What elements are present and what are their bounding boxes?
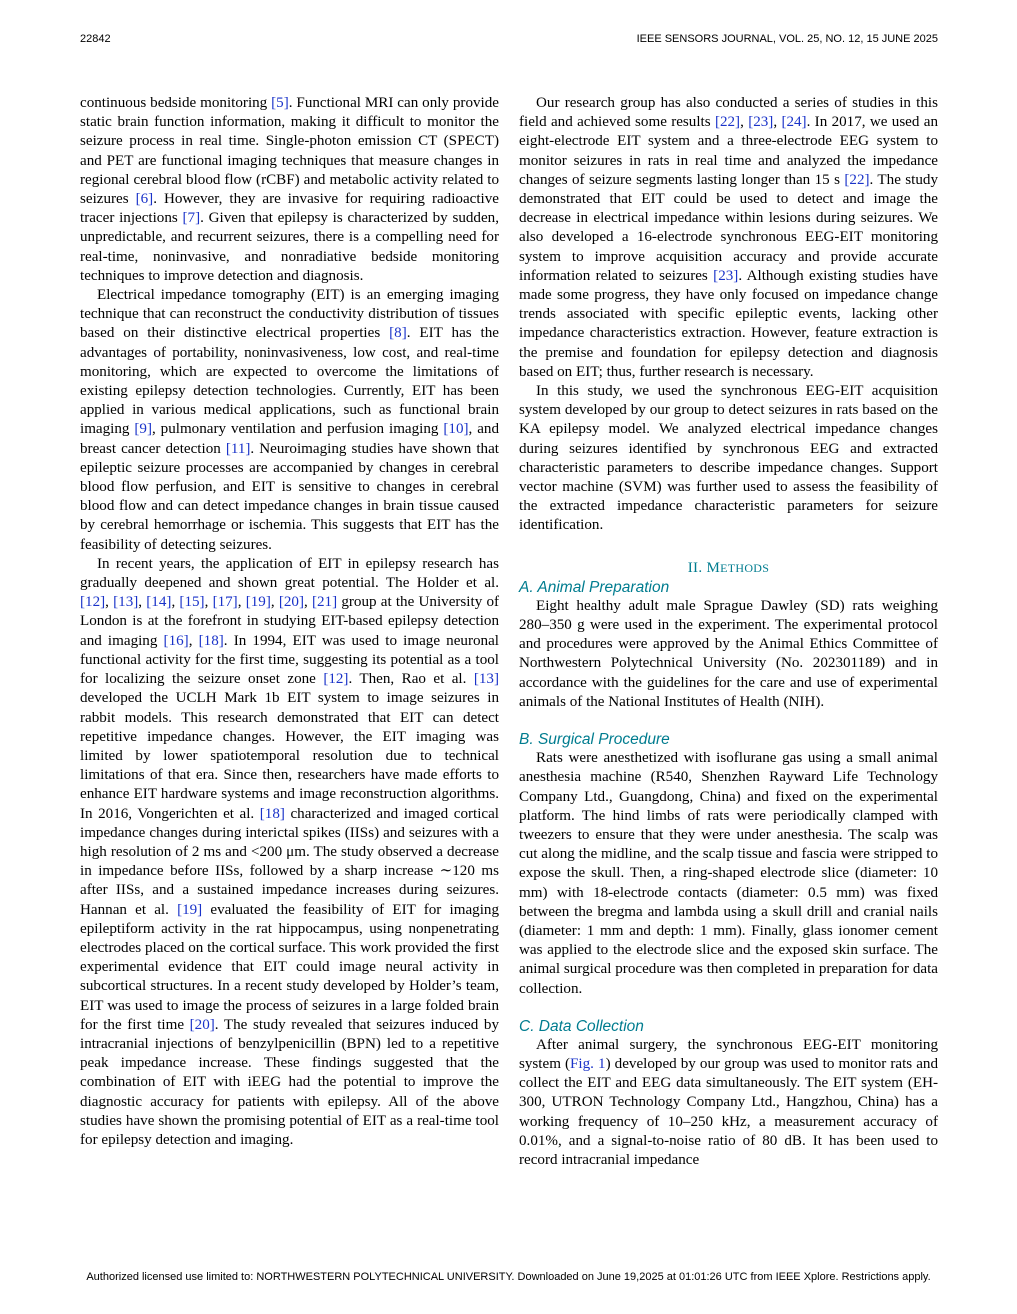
- citation-link[interactable]: [8]: [389, 325, 407, 342]
- left-column: [80, 94, 499, 1150]
- paragraph-group-studies: Our research group has also conducted a series of studies in this field and achieved some results [22], [23], [24]. In 2017, we used an eight-electrode EIT system and a three-electrode EEG system to monitor seizures in rats in real time and analyzed the impedance changes of seizure segments lasting longer than 15 s [22]. The study demonstrated that EIT could be used to detect and image the decrease in electrical impedance within lesions during seizures. We also developed a 16-electrode synchronous EEG-EIT monitoring system to improve acquisition accuracy and provide accurate information related to seizures [23]. Although existing studies have made some progress, they have only focused on impedance change trends associated with specific epileptic events, lacking other impedance characteristics extraction. However, feature extraction is the premise and foundation for epilepsy detection and diagnosis based on EIT; thus, further research is necessary.: [519, 95, 938, 380]
- citation-link[interactable]: [6]: [135, 191, 154, 208]
- citation-link[interactable]: [10]: [443, 421, 469, 438]
- subsection-title-animal-preparation: A. Animal Preparation: [519, 578, 670, 596]
- citation-link[interactable]: [12]: [323, 671, 349, 688]
- citation-link[interactable]: [11]: [225, 440, 251, 457]
- citation-link[interactable]: [22]: [844, 171, 870, 188]
- citation-link[interactable]: [21]: [311, 594, 338, 611]
- citation-link[interactable]: [16]: [163, 632, 189, 649]
- citation-link[interactable]: [7]: [182, 210, 201, 227]
- citation-link[interactable]: [19]: [177, 901, 203, 918]
- paragraph-eit-intro: Electrical impedance tomography (EIT) is an emerging imaging technique that can reconstruct the conductivity distribution of tissues based on their distinctive electrical properties [8]. EIT has the advantages of portability, noninvasiveness, low cost, and real-time monitoring, which are expected to overcome the limitations of existing epilepsy detection technologies. Currently, EIT has been applied in various medical applications, such as functional brain imaging [9], pulmonary ventilation and perfusion imaging [10], and breast cancer detection [11]. Neuroimaging studies have shown that epileptic seizure processes are accompanied by changes in cerebral blood flow perfusion, and EIT is sensitive to changes in cerebral blood flow and can detect impedance changes in brain tissue caused by cerebral hemorrhage or ischemia. This suggests that EIT has the feasibility of detecting seizures.: [80, 287, 499, 553]
- citation-link[interactable]: [15]: [179, 594, 205, 611]
- citation-link[interactable]: [20]: [278, 594, 304, 611]
- running-head: [80, 33, 938, 47]
- citation-link[interactable]: [18]: [259, 805, 285, 822]
- paragraph-data-collection: After animal surgery, the synchronous EEG-EIT monitoring system (Fig. 1) developed by our group was used to monitor rats and collect the EIT and EEG data simultaneously. The EIT system (EH-300, UTRON Technology Company Ltd., Hangzhou, China) has a working frequency of 10–250 kHz, a measurement accuracy of 0.01%, and a signal-to-noise ratio of 80 dB. It has been used to record intracranial impedance: [519, 1036, 938, 1168]
- citation-link[interactable]: [14]: [146, 594, 172, 611]
- citation-link[interactable]: [13]: [113, 594, 139, 611]
- figure-reference-link[interactable]: Fig. 1: [570, 1055, 606, 1072]
- paragraph-surgical-procedure: Rats were anesthetized with isoflurane gas using a small animal anesthesia machine (R540, Shenzhen Rayward Life Technology Company Ltd., Guangdong, China) and fixed on the experimental platform. The hind limbs of rats were periodically clamped with tweezers to ensure that they were under anesthesia. The scalp was cut along the midline, and the scalp tissue and fascia were stripped to expose the skull. Then, a ring-shaped electrode slice (diameter: 10 mm) with 18-electrode contacts (diameter: 0.5 mm) was fixed between the bregma and lambda using a skull drill and cranial nails (diameter: 1 mm and depth: 1 mm). Finally, glass ionomer cement was applied to the electrode slice and the exposed skin surface. The animal surgical procedure was then completed in preparation for data collection.: [519, 750, 938, 997]
- page-number: 22842: [80, 33, 111, 45]
- paragraph-continuation: continuous bedside monitoring [5]. Functional MRI can only provide static brain function information, making it difficult to monitor the seizure process in real time. Single-photon emission CT (SPECT) and PET are functional imaging techniques that measure changes in regional cerebral blood flow (rCBF) and metabolic activity related to seizures [6]. However, they are invasive for requiring radioactive tracer injections [7]. Given that epilepsy is characterized by sudden, unpredictable, and recurrent seizures, there is a compelling need for real-time, noninvasive, and nonradiative bedside monitoring techniques to improve detection and diagnosis.: [80, 95, 499, 284]
- subsection-title-surgical-procedure: B. Surgical Procedure: [519, 731, 670, 749]
- subsection-title-data-collection: C. Data Collection: [519, 1017, 644, 1035]
- journal-name: IEEE SENSORS JOURNAL, VOL. 25, NO. 12, 15 JUNE 2025: [636, 33, 938, 45]
- license-footer: Authorized licensed use limited to: NORTHWESTERN POLYTECHNICAL UNIVERSITY. Downloaded on June 19,2025 at 01:01:26 UTC from IEEE Xplore. Restrictions apply.: [86, 1271, 931, 1283]
- paragraph-eit-epilepsy-research: In recent years, the application of EIT in epilepsy research has gradually deepened and shown great potential. The Holder et al. [12], [13], [14], [15], [17], [19], [20], [21] group at the University of London is at the forefront in studying EIT-based epilepsy detection and imaging [16], [18]. In 1994, EIT was used to image neuronal functional activity for the first time, suggesting its potential as a tool for localizing the seizure onset zone [12]. Then, Rao et al. [13] developed the UCLH Mark 1b EIT system to image seizures in rabbit models. This research demonstrated that EIT can detect repetitive impedance changes. However, the EIT imaging was limited by lower spatiotemporal resolution due to technical limitations of that era. Since then, researchers have made efforts to enhance EIT hardware systems and image reconstruction algorithms. In 2016, Vongerichten et al. [18] characterized and imaged cortical impedance changes during interictal spikes (IISs) and seizures with a high resolution of 2 ms and <200 μm. The study observed a decrease in impedance before IISs, followed by a sharp increase ∼120 ms after IISs, and a sustained impedance increases during seizures. Hannan et al. [19] evaluated the feasibility of EIT for imaging epileptiform activity in the rat hippocampus, using nonpenetrating electrodes placed on the cortical surface. This work provided the first experimental evidence that EIT could image neural activity in subcortical structures. In a recent study developed by Holder’s team, EIT was used to image the process of seizures in a large folded brain for the first time [20]. The study revealed that seizures induced by intracranial injections of benzylpenicillin (BPN) led to a repetitive peak impedance increase. These findings suggested that the combination of EIT with iEEG had the potential to improve the diagnostic accuracy for patients with epilepsy. All of the above studies have shown the promising potential of EIT as a real-time tool for epilepsy detection and imaging.: [80, 555, 500, 1148]
- citation-link[interactable]: [20]: [189, 1016, 215, 1033]
- citation-link[interactable]: [18]: [198, 632, 224, 649]
- citation-link[interactable]: [9]: [134, 421, 152, 438]
- right-column: [519, 94, 938, 1170]
- citation-link[interactable]: [12]: [80, 594, 106, 611]
- citation-link[interactable]: [13]: [473, 671, 499, 688]
- citation-link[interactable]: [5]: [271, 95, 289, 111]
- citation-link[interactable]: [17]: [212, 594, 238, 611]
- citation-link[interactable]: [23]: [748, 114, 774, 131]
- citation-link[interactable]: [22]: [714, 114, 741, 131]
- citation-link[interactable]: [23]: [713, 267, 739, 284]
- citation-link[interactable]: [19]: [245, 594, 271, 611]
- citation-link[interactable]: [24]: [781, 114, 807, 131]
- paragraph-this-study: In this study, we used the synchronous EEG-EIT acquisition system developed by our group to detect seizures in rats based on the KA epilepsy model. We analyzed electrical impedance changes during seizures identified by synchronous EEG and extracted characteristic parameters to describe impedance changes. Support vector machine (SVM) was further used to assess the feasibility of the extracted impedance characteristic parameters for seizure identification.: [519, 383, 938, 534]
- section-title-methods: II. METHODS: [687, 559, 770, 576]
- paragraph-animal-preparation: Eight healthy adult male Sprague Dawley (SD) rats weighing 280–350 g were used in the experiment. The experimental protocol and procedures were approved by the Animal Ethics Committee of Northwestern Polytechnical University (No. 202301189) and in accordance with the guidelines for the care and use of experimental animals of the National Institutes of Health (NIH).: [519, 597, 938, 710]
